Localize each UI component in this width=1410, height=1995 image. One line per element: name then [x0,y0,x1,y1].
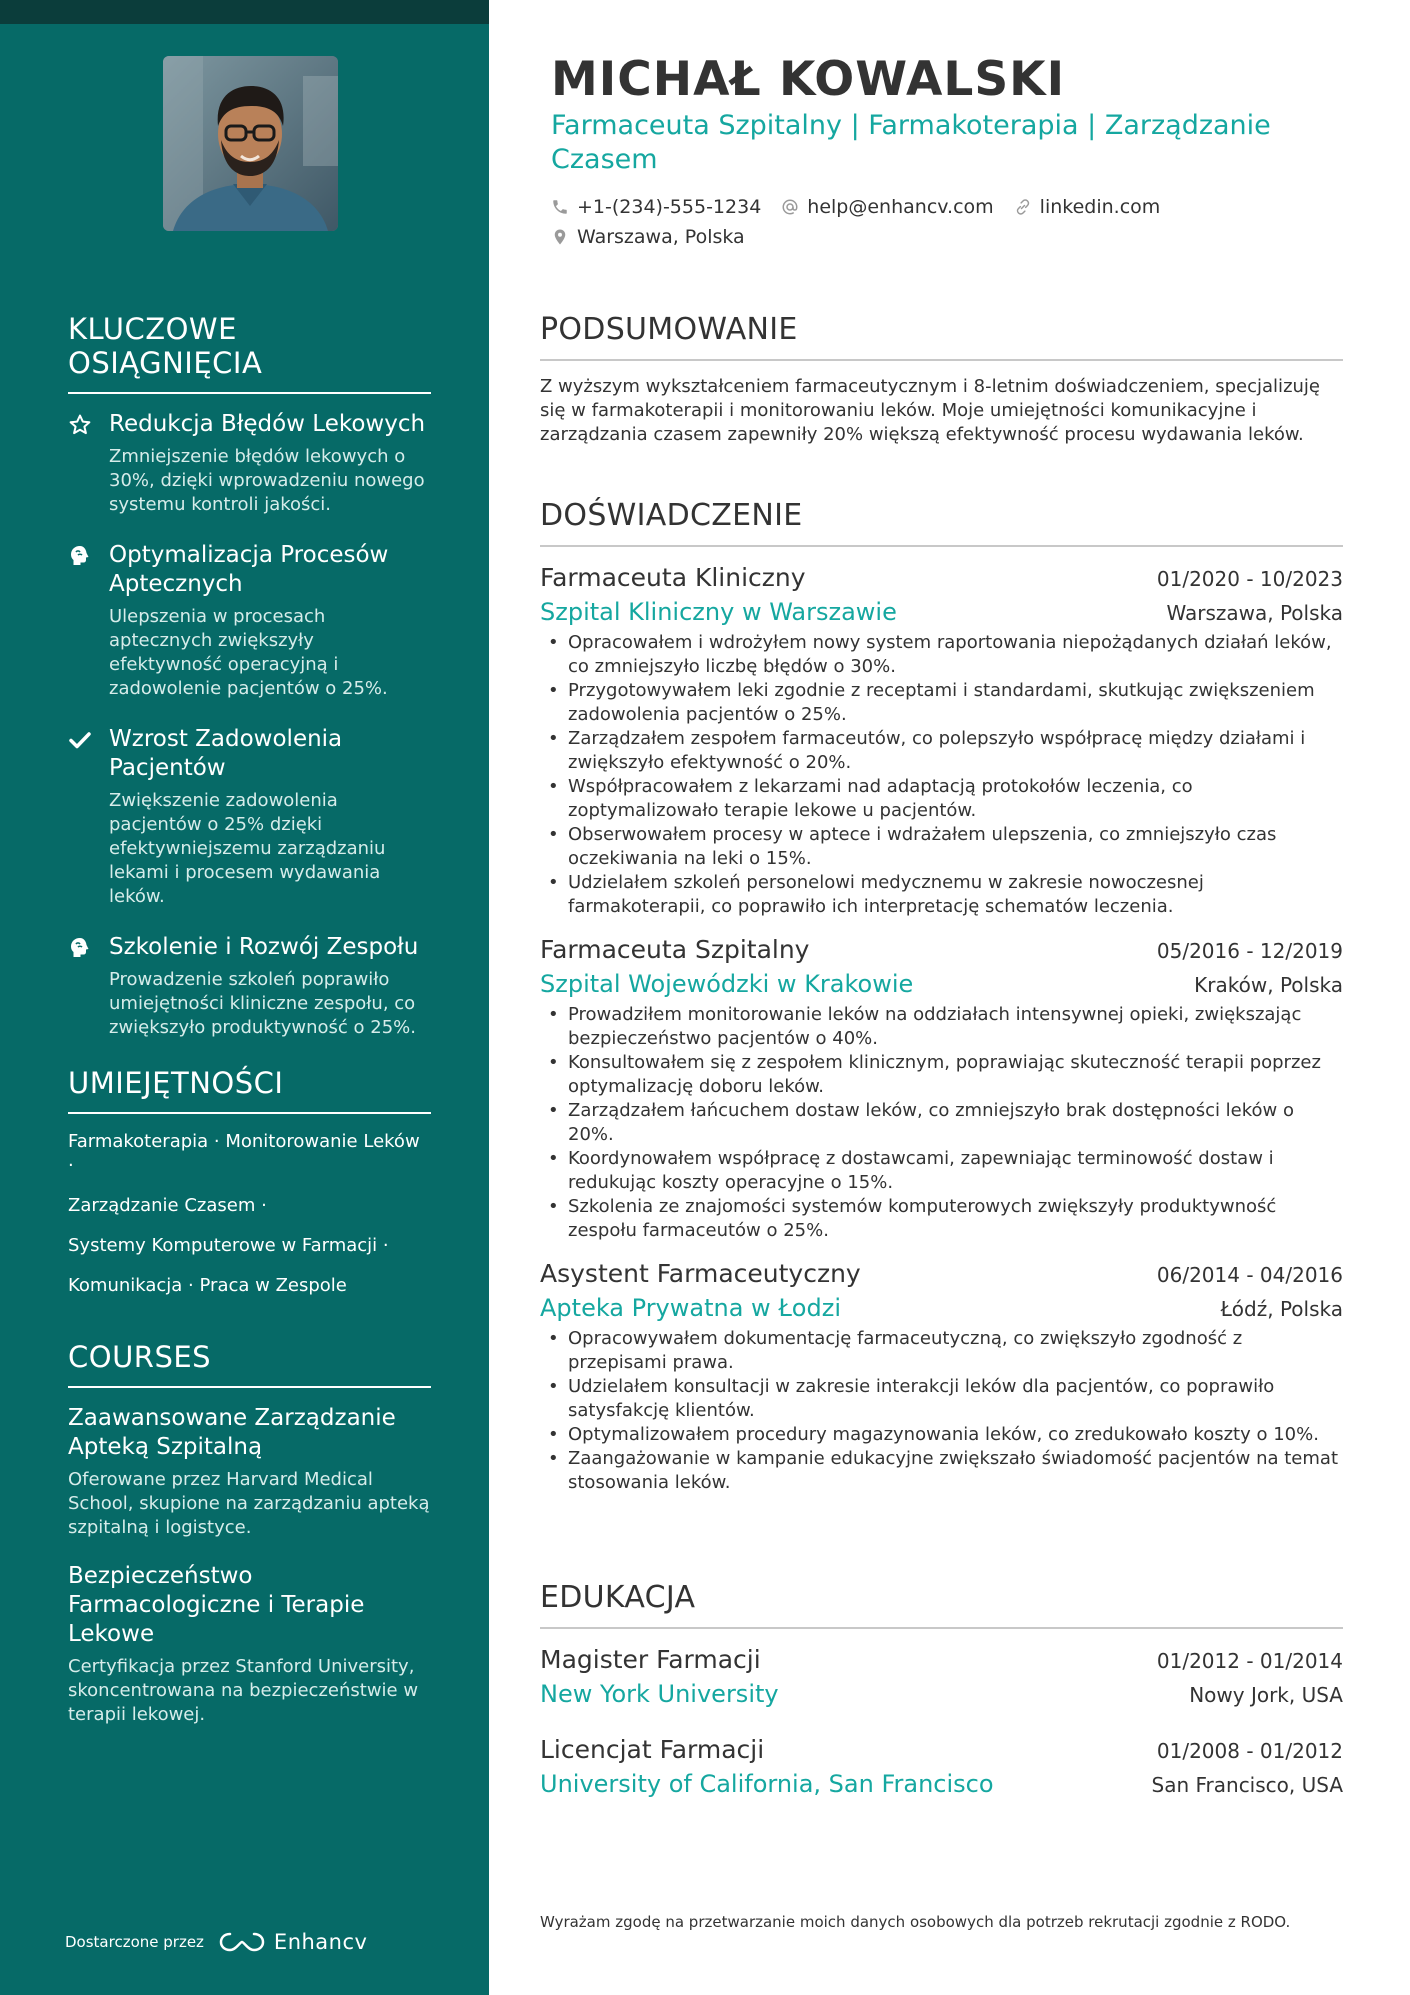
course-desc: Oferowane przez Harvard Medical School, skupione na zarządzaniu apteką szpitalną i logistyce. [68,1469,430,1538]
job-entry [540,561,1343,919]
experience-title: DOŚWIADCZENIE [540,498,1343,547]
profile-photo [163,56,338,231]
course-item [68,1562,431,1727]
achievement-item [68,933,431,1040]
job-location: Kraków, Polska [1194,973,1343,997]
achievements-section [68,312,431,1064]
phone-text: +1-(234)-555-1234 [577,196,762,218]
achievement-title: Optymalizacja Procesów Aptecznych [109,542,389,597]
linkedin-text: linkedin.com [1039,196,1161,218]
skills-section [68,1066,431,1314]
summary-title: PODSUMOWANIE [540,312,1343,361]
achievement-item [68,725,431,909]
job-bullets [540,1327,1343,1495]
job-bullet: • Przygotowywałem leki zgodnie z receptami i standardami, skutkując zwiększeniem zadowolenia pacjentów o 25%. [540,679,1343,727]
job-company: Szpital Kliniczny w Warszawie [540,598,897,626]
education-section [540,1580,1343,1823]
job-bullet: • Zarządzałem zespołem farmaceutów, co polepszyło współpracę między działami i zwiększyło efektywność o 20%. [540,727,1343,775]
job-location: Łódź, Polska [1220,1297,1343,1321]
summary-section [540,312,1343,447]
experience-section [540,498,1343,1509]
sidebar-top-bar [0,0,489,24]
job-bullets [540,631,1343,919]
job-dates: 06/2014 - 04/2016 [1156,1263,1343,1287]
job-bullet: • Optymalizowałem procedury magazynowania leków, co zredukowało koszty o 10%. [540,1423,1343,1447]
job-entry [540,933,1343,1243]
degree: Licencjat Farmacji [540,1735,765,1764]
email-text: help@enhancv.com [807,196,994,218]
powered-by [65,1930,367,1954]
job-dates: 01/2020 - 10/2023 [1156,567,1343,591]
star-icon [68,413,92,437]
summary-text: Z wyższym wykształceniem farmaceutycznym i 8-letnim doświadczeniem, specjalizuję się w farmakoterapii i monitorowaniu leków. Moje umiejętności komunikacyjne i zarządzania czasem zapewniły 20% większą efektywność procesu wydawania leków. [540,376,1320,445]
achievement-item [68,410,431,517]
job-company: Apteka Prywatna w Łodzi [540,1294,841,1322]
school: University of California, San Francisco [540,1770,994,1798]
achievement-title: Szkolenie i Rozwój Zespołu [109,934,419,960]
job-bullet: • Udzielałem konsultacji w zakresie interakcji leków dla pacjentów, co poprawiło satysfakcję klientów. [540,1375,1343,1423]
education-location: San Francisco, USA [1151,1773,1343,1797]
enhancv-logo-icon [218,1930,266,1954]
brain-icon [68,544,92,568]
sidebar [0,0,489,1995]
school: New York University [540,1680,779,1708]
achievement-desc: Prowadzenie szkoleń poprawiło umiejętności kliniczne zespołu, co zwiększyło produktywność o 25%. [109,969,417,1038]
achievement-item [68,541,431,701]
achievement-title: Redukcja Błędów Lekowych [109,411,426,437]
headline: Farmaceuta Szpitalny | Farmakoterapia | Zarządzanie Czasem [551,110,1271,175]
candidate-name: MICHAŁ KOWALSKI [551,52,1066,107]
phone-contact[interactable] [551,192,761,222]
job-title: Farmaceuta Szpitalny [540,935,810,964]
education-dates: 01/2008 - 01/2012 [1156,1739,1343,1763]
job-bullet: • Obserwowałem procesy w aptece i wdrażałem ulepszenia, co zmniejszyło czas oczekiwania na leki o 15%. [540,823,1343,871]
courses-section [68,1340,431,1749]
enhancv-brand: Enhancv [273,1930,368,1954]
courses-title: COURSES [68,1340,431,1388]
skills-line: Zarządzanie Czasem · [68,1195,267,1216]
job-title: Farmaceuta Kliniczny [540,563,806,592]
education-entry [540,1733,1343,1801]
job-entry [540,1257,1343,1495]
location-text: Warszawa, Polska [577,226,745,248]
link-icon [1014,198,1032,216]
job-company: Szpital Wojewódzki w Krakowie [540,970,914,998]
achievement-desc: Ulepszenia w procesach aptecznych zwiększyły efektywność operacyjną i zadowolenie pacjentów o 25%. [109,606,388,699]
course-item [68,1404,431,1540]
check-icon [68,728,92,752]
job-bullet: • Udzielałem szkoleń personelowi medycznemu w zakresie nowoczesnej farmakoterapii, co poprawiło ich interpretację schematów leczenia. [540,871,1343,919]
enhancv-logo[interactable] [218,1930,368,1954]
location-pin-icon [551,228,569,246]
job-bullet: • Opracowałem i wdrożyłem nowy system raportowania niepożądanych działań leków, co zmniejszyło liczbę błędów o 30%. [540,631,1343,679]
course-desc: Certyfikacja przez Stanford University, skoncentrowana na bezpieczeństwie w terapii lekowej. [68,1656,419,1725]
contact-info [551,192,1331,252]
education-dates: 01/2012 - 01/2014 [1156,1649,1343,1673]
achievements-title: KLUCZOWE OSIĄGNIĘCIA [68,312,431,394]
achievement-desc: Zwiększenie zadowolenia pacjentów o 25% dzięki efektywniejszemu zarządzaniu lekami i procesem wydawania leków. [109,790,386,907]
phone-icon [551,198,569,216]
skills-line: Farmakoterapia · Monitorowanie Leków · [68,1131,420,1176]
job-location: Warszawa, Polska [1166,601,1343,625]
job-bullet: • Szkolenia ze znajomości systemów komputerowych zwiększyły produktywność zespołu farmaceutów o 25%. [540,1195,1343,1243]
location-contact [551,222,745,252]
skills-line: Systemy Komputerowe w Farmacji · [68,1235,389,1256]
job-bullet: • Zarządzałem łańcuchem dostaw leków, co zmniejszyło brak dostępności leków o 20%. [540,1099,1343,1147]
job-dates: 05/2016 - 12/2019 [1156,939,1343,963]
powered-by-text: Dostarczone przez [65,1933,204,1951]
job-bullet: • Prowadziłem monitorowanie leków na oddziałach intensywnej opieki, zwiększając bezpieczeństwo pacjentów o 40%. [540,1003,1343,1051]
job-bullet: • Koordynowałem współpracę z dostawcami, zapewniając terminowość dostaw i redukując koszty operacyjne o 15%. [540,1147,1343,1195]
gdpr-consent: Wyrażam zgodę na przetwarzanie moich danych osobowych dla potrzeb rekrutacji zgodnie z RODO. [540,1913,1291,1931]
job-bullet: • Zaangażowanie w kampanie edukacyjne zwiększało świadomość pacjentów na temat stosowania leków. [540,1447,1343,1495]
job-bullets [540,1003,1343,1243]
education-entry [540,1643,1343,1711]
education-title: EDUKACJA [540,1580,1343,1629]
job-bullet: • Współpracowałem z lekarzami nad adaptacją protokołów leczenia, co zoptymalizowało terapie lekowe u pacjentów. [540,775,1343,823]
brain-icon [68,936,92,960]
degree: Magister Farmacji [540,1645,761,1674]
job-title: Asystent Farmaceutyczny [540,1259,861,1288]
job-bullet: • Konsultowałem się z zespołem klinicznym, poprawiając skuteczność terapii poprzez optymalizację doboru leków. [540,1051,1343,1099]
skills-line: Komunikacja · Praca w Zespole [68,1275,347,1296]
at-icon [781,198,799,216]
course-title: Zaawansowane Zarządzanie Apteką Szpitalną [68,1405,396,1460]
job-bullet: • Opracowywałem dokumentację farmaceutyczną, co zwiększyło zgodność z przepisami prawa. [540,1327,1343,1375]
email-contact[interactable] [781,192,993,222]
course-title: Bezpieczeństwo Farmacologiczne i Terapie Lekowe [68,1563,365,1647]
achievement-title: Wzrost Zadowolenia Pacjentów [109,726,343,781]
achievement-desc: Zmniejszenie błędów lekowych o 30%, dzięki wprowadzeniu nowego systemu kontroli jakości. [109,446,425,515]
linkedin-contact[interactable] [1014,192,1161,222]
education-location: Nowy Jork, USA [1189,1683,1343,1707]
skills-title: UMIEJĘTNOŚCI [68,1066,431,1114]
